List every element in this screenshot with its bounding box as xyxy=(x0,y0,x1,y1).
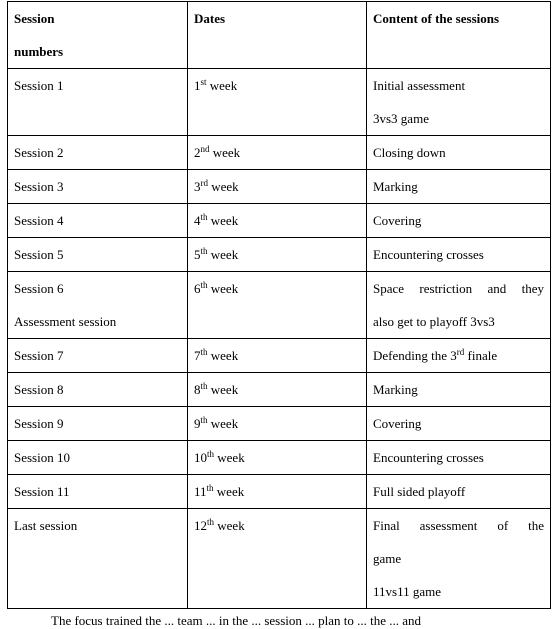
date-cell: 4th week xyxy=(188,204,367,238)
content-cell: Encountering crosses xyxy=(367,441,551,475)
session-cell: Session 10 xyxy=(8,441,188,475)
table-row xyxy=(8,170,551,204)
date-cell: 11th week xyxy=(188,475,367,509)
session-cell: Session 4 xyxy=(8,204,188,238)
table-row xyxy=(8,373,551,407)
content-cell: Closing down xyxy=(367,136,551,170)
header-content: Content of the sessions xyxy=(367,2,551,69)
session-cell: Session 9 xyxy=(8,407,188,441)
content-cell: Covering xyxy=(367,204,551,238)
session-cell: Session 2 xyxy=(8,136,188,170)
body-text-partial: The focus trained the ... team ... in the ... session ... plan to ... the ... and xyxy=(51,613,422,628)
session-cell: Session 1 xyxy=(8,69,188,136)
table-row xyxy=(8,475,551,509)
content-cell: Marking xyxy=(367,170,551,204)
table-row xyxy=(8,238,551,272)
content-cell: Defending the 3rd finale xyxy=(367,339,551,373)
content-cell: Final assessment of the game 11vs11 game xyxy=(367,509,551,609)
date-cell: 2nd week xyxy=(188,136,367,170)
header-row xyxy=(8,2,551,69)
header-session-numbers xyxy=(8,2,188,69)
content-cell: Marking xyxy=(367,373,551,407)
table-row xyxy=(8,339,551,373)
table-row xyxy=(8,136,551,170)
date-cell: 7th week xyxy=(188,339,367,373)
header-dates: Dates xyxy=(188,2,367,69)
table-row xyxy=(8,407,551,441)
session-cell: Session 11 xyxy=(8,475,188,509)
content-cell: Covering xyxy=(367,407,551,441)
session-cell: Session 5 xyxy=(8,238,188,272)
header-session-line2: numbers xyxy=(14,44,64,59)
date-cell: 10th week xyxy=(188,441,367,475)
header-session-line1: Session xyxy=(14,11,55,26)
content-cell: Initial assessment 3vs3 game xyxy=(367,69,551,136)
session-cell: Session 3 xyxy=(8,170,188,204)
table-row xyxy=(8,204,551,238)
session-cell: Session 8 xyxy=(8,373,188,407)
date-cell: 5th week xyxy=(188,238,367,272)
content-cell: Encountering crosses xyxy=(367,238,551,272)
date-cell: 9th week xyxy=(188,407,367,441)
session-cell: Session 6 Assessment session xyxy=(8,272,188,339)
table-row xyxy=(8,509,551,609)
table-row xyxy=(8,441,551,475)
date-cell: 12th week xyxy=(188,509,367,609)
date-cell: 1st week xyxy=(188,69,367,136)
content-cell: Space restriction and they also get to playoff 3vs3 xyxy=(367,272,551,339)
date-cell: 3rd week xyxy=(188,170,367,204)
content-cell: Full sided playoff xyxy=(367,475,551,509)
date-cell: 8th week xyxy=(188,373,367,407)
session-cell: Session 7 xyxy=(8,339,188,373)
date-cell: 6th week xyxy=(188,272,367,339)
table-row xyxy=(8,272,551,339)
sessions-table xyxy=(7,1,551,609)
table-row xyxy=(8,69,551,136)
session-cell: Last session xyxy=(8,509,188,609)
